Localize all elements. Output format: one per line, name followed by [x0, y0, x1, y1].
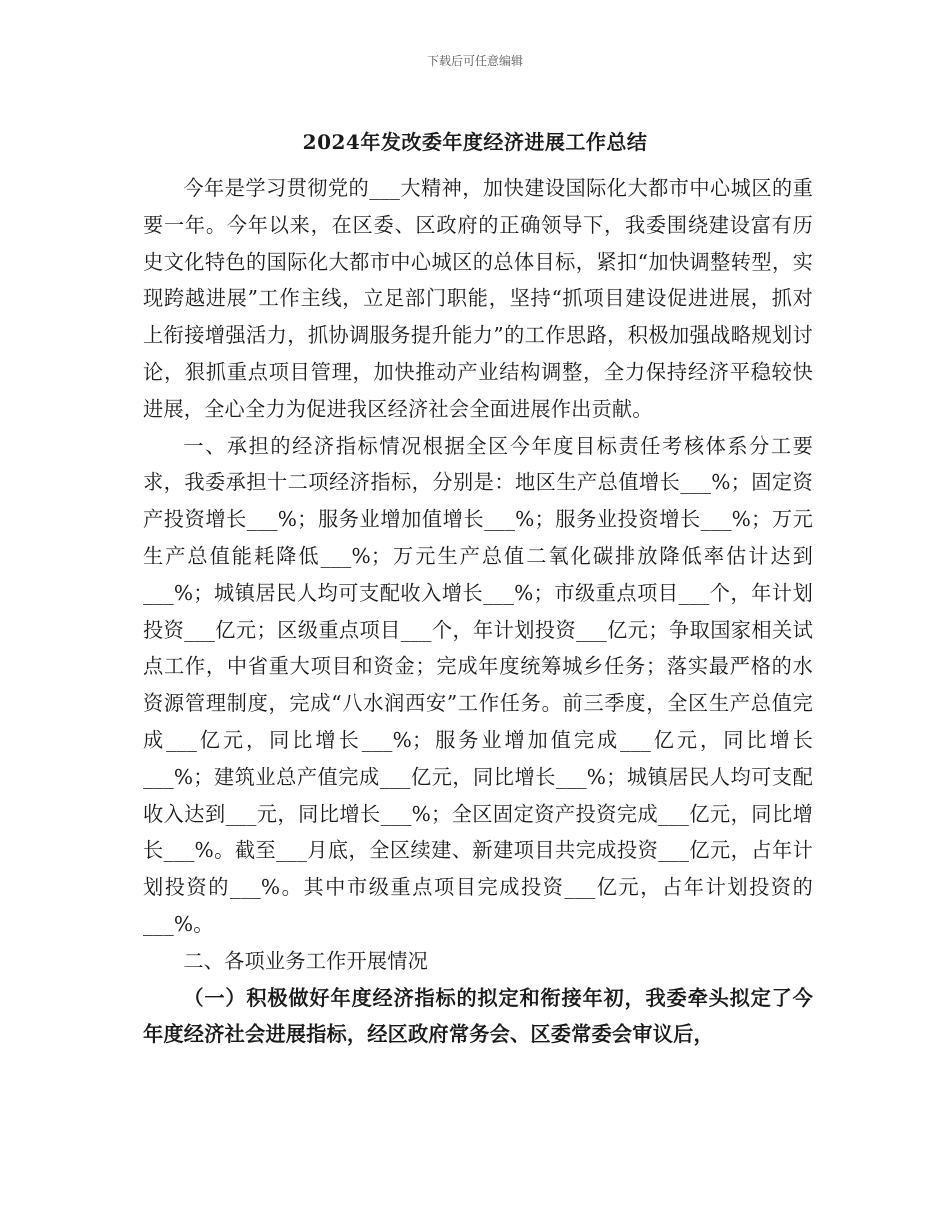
section-one-paragraph: 一、承担的经济指标情况根据全区今年度目标责任考核体系分工要求，我委承担十二项经济指标，分别是：地区生产总值增长___%；固定资产投资增长___%；服务业增加值增长___%；服务业投资增长___%；万元生产总值能耗降低___%；万元生产总值二氧化碳排放降低率估计达到___%；城镇居民人均可支配收入增长___%；市级重点项目___个，年计划投资___亿元；区级重点项目___个，年计划投资___亿元；争取国家相关试点工作，中省重大项目和资金；完成年度统筹城乡任务；落实最严格的水资源管理制度，完成“八水润西安”工作任务。前三季度，全区生产总值完成___亿元，同比增长___%；服务业增加值完成___亿元，同比增长___%；建筑业总产值完成___亿元，同比增长___%；城镇居民人均可支配收入达到___元，同比增长___%；全区固定资产投资完成___亿元，同比增长___%。截至___月底，全区续建、新建项目共完成投资___亿元，占年计划投资的___%。其中市级重点项目完成投资___亿元，占年计划投资的___%。: [143, 433, 813, 936]
document-title: 2024年发改委年度经济进展工作总结: [302, 130, 648, 154]
header-note: 下载后可任意编辑: [426, 54, 523, 68]
section-two-heading: 二、各项业务工作开展情况: [183, 948, 429, 973]
document-body: [143, 170, 813, 1053]
subsection-one-paragraph: （一）积极做好年度经济指标的拟定和衔接年初，我委牵头拟定了今年度经济社会进展指标，经区政府常务会、区委常委会审议后，: [143, 985, 813, 1047]
intro-paragraph: 今年是学习贯彻党的___大精神，加快建设国际化大都市中心城区的重要一年。今年以来，在区委、区政府的正确领导下，我委围绕建设富有历史文化特色的国际化大都市中心城区的总体目标，紧扣“加快调整转型，实现跨越进展”工作主线，立足部门职能，坚持“抓项目建设促进进展，抓对上衔接增强活力，抓协调服务提升能力”的工作思路，积极加强战略规划讨论，狠抓重点项目管理，加快推动产业结构调整，全力保持经济平稳较快进展，全心全力为促进我区经济社会全面进展作出贡献。: [143, 176, 813, 421]
